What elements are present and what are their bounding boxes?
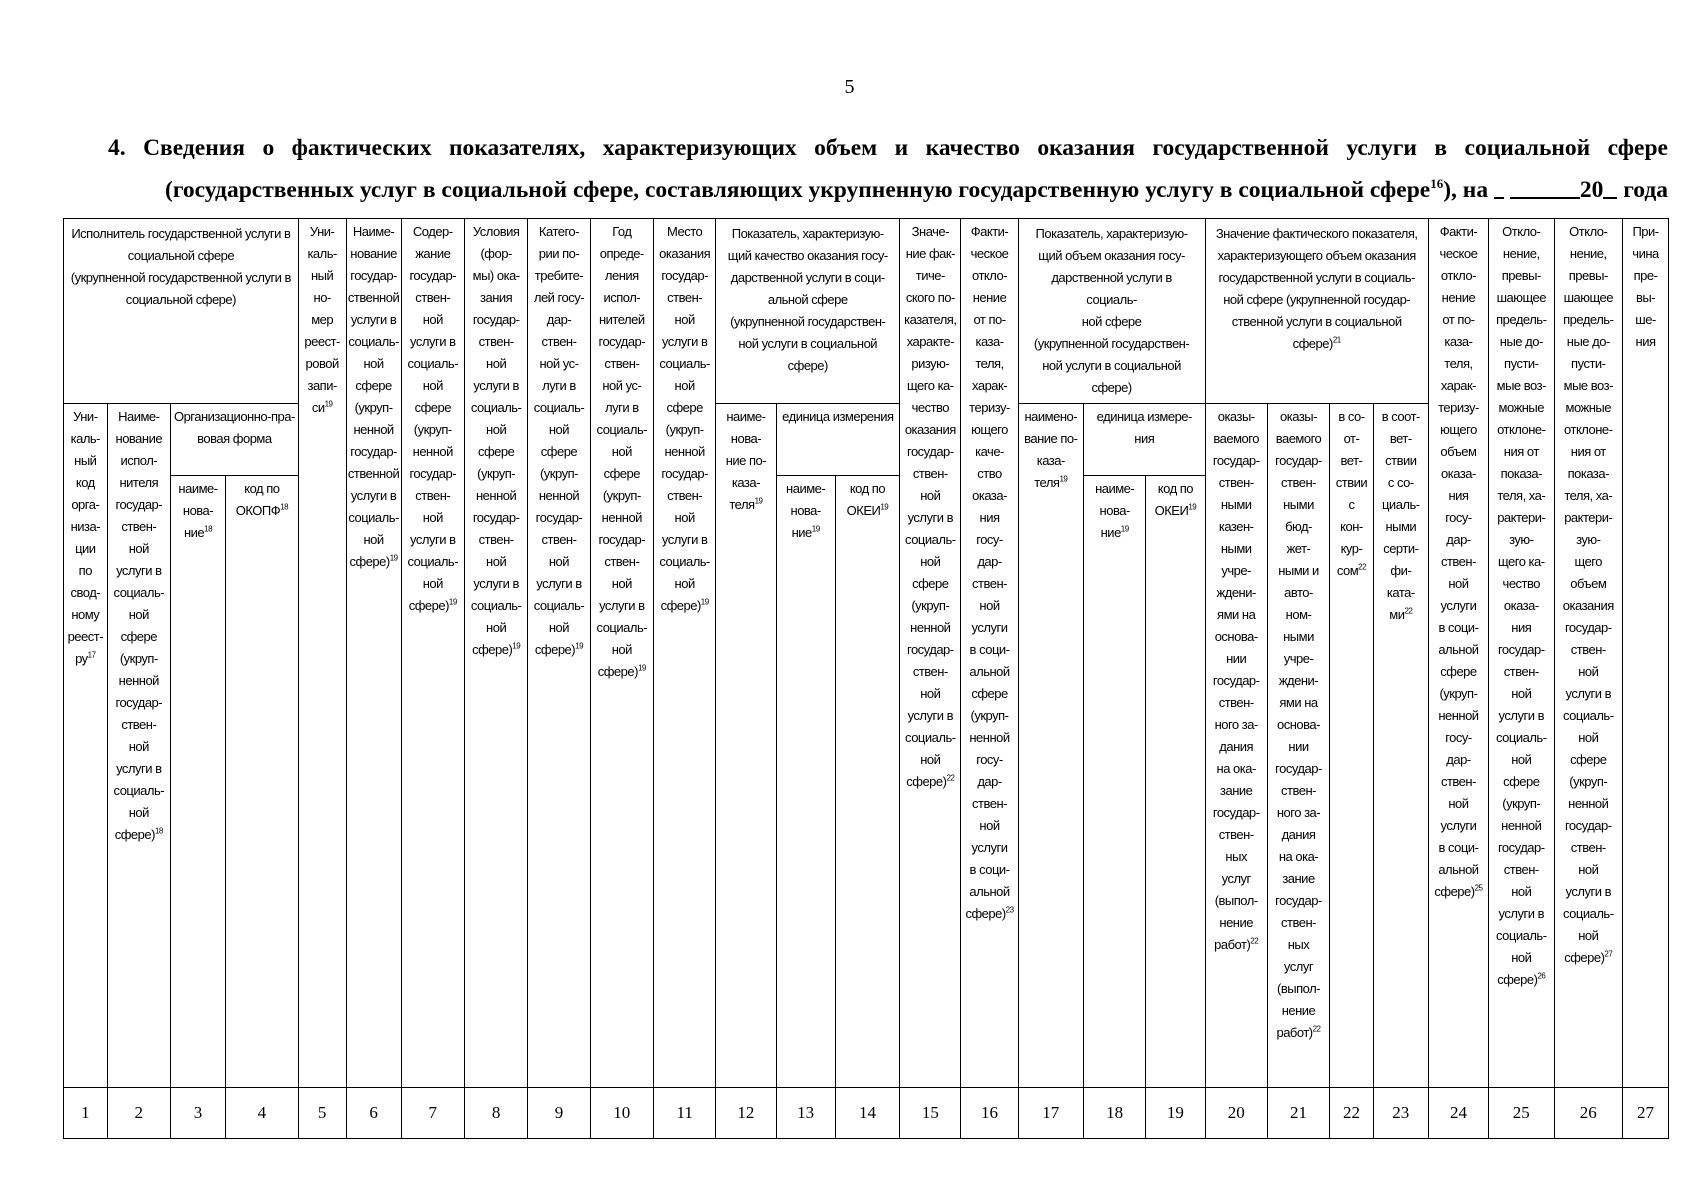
column-number: 21 [1267, 1088, 1329, 1139]
header-exceed-volume: Откло- нение, превы- шающее предель- ные до- пусти- мые воз- можные отклоне- ния от показа- теля, ха- рактери- зую- щего объем оказания государ- ствен- ной услуги в социаль- ной сфере (укруп- ненной государ- ствен- ной услуги в социаль- ной сфере)$^{27}$ [1554, 219, 1623, 1088]
column-number: 20 [1205, 1088, 1267, 1139]
header-volume-deviation: Факти- ческое откло- нение от по- каза- теля, харак- теризу- ющего объем оказа- ния госу- дар- ствен- ной услуги в соци- альной сфере (укруп- ненной госу- дар- ствен- ной услуги в соци- альной сфере)$^{25}$ [1428, 219, 1488, 1088]
title-line-1: 4. Сведения о фактических показателях, характеризующих объем и качество оказания государственной услуги в социальной сфере [108, 135, 1668, 161]
title-line-2-end: года [1623, 176, 1668, 203]
column-number: 13 [776, 1088, 835, 1139]
header-unique-org-code: Уни- каль- ный код орга- низа- ции по свод- ному реест- $ру^{17}$ [64, 404, 108, 1088]
header-service-content: Содер- жание государ- ствен- ной услуги в социаль- ной сфере (укруп- ненной государ- ствен- ной услуги в социаль- ной сфере)$^{19}$ [401, 219, 464, 1088]
column-number: 12 [716, 1088, 776, 1139]
header-volume-tender: в со- от- вет- ствии с кон- кур- сом$^{22}$ [1330, 404, 1374, 1088]
title-line-2-mid: ), на [1443, 176, 1489, 203]
header-volume-unit-name: наиме- нова- ние$^{19}$ [1084, 476, 1146, 1088]
column-number: 14 [835, 1088, 899, 1139]
header-quality-unit: единица измерения [776, 404, 900, 476]
column-number: 25 [1489, 1088, 1554, 1139]
column-number: 24 [1428, 1088, 1488, 1139]
title-year: 20 [1579, 176, 1604, 203]
title-line-2-start: (государственных услуг в социальной сфере, составляющих укрупненную государственную услугу в социальной сфере [165, 176, 1431, 203]
year-blank [1603, 179, 1617, 199]
header-quality-indicator: Показатель, характеризую- щий качество оказания госу- дарственной услуги в соци- альной сфере (укрупненной государствен- ной услуги в социальной сфере) [716, 219, 900, 404]
column-number: 17 [1018, 1088, 1083, 1139]
header-registry-number: Уни- каль- ный но- мер реест- ровой запи- $си^{19}$ [298, 219, 346, 1088]
day-blank [1494, 179, 1504, 199]
column-number: 10 [590, 1088, 653, 1139]
title-footnote-ref: 16 [1430, 176, 1444, 191]
column-number: 27 [1623, 1088, 1669, 1139]
column-number: 22 [1330, 1088, 1374, 1139]
header-exceed-reason: При- чина пре- вы- ше- ния [1623, 219, 1669, 1088]
header-service-place: Место оказания государ- ствен- ной услуги в социаль- ной сфере (укруп- ненной государ- ствен- ной услуги в социаль- ной сфере)$^{19}$ [653, 219, 715, 1088]
column-number: 6 [346, 1088, 401, 1139]
column-number: 15 [900, 1088, 961, 1139]
header-executor-name: Наиме- нование испол- нителя государ- ствен- ной услуги в социаль- ной сфере (укруп- ненной государ- ствен- ной услуги в социаль- ной сфере)$^{18}$ [107, 404, 170, 1088]
column-number: 7 [401, 1088, 464, 1139]
header-org-form-name: наиме- нова- ние$^{18}$ [170, 476, 225, 1088]
header-service-conditions: Условия (фор- мы) ока- зания государ- ствен- ной услуги в социаль- ной сфере (укруп- ненной государ- ствен- ной услуги в социаль- ной сфере)$^{19}$ [464, 219, 527, 1088]
header-volume-actual-value: Значение фактического показателя, характеризующего объем оказания государственной услуги в социаль- ной сфере (укрупненной государ- ственной услуги в социальной сфере)$^{21}$ [1205, 219, 1428, 404]
header-org-legal-form: Организационно-пра- вовая форма [170, 404, 298, 476]
section-title [108, 130, 1668, 208]
column-number: 26 [1554, 1088, 1623, 1139]
header-volume-state-treasury: оказы- ваемого государ- ствен- ными казен- ными учре- ждени- ями на основа- нии государ- ствен- ного за- дания на ока- зание государ- ствен- ных услуг (выпол- нение работ)$^{22}$ [1205, 404, 1267, 1088]
indicators-table [63, 218, 1669, 1139]
month-blank [1510, 179, 1580, 199]
column-number: 16 [961, 1088, 1018, 1139]
header-volume-unit: единица измере- ния [1084, 404, 1206, 476]
header-quality-okei-code: код по ОКЕИ$^{19}$ [835, 476, 899, 1088]
column-number-row [64, 1088, 1669, 1139]
column-number: 8 [464, 1088, 527, 1139]
column-number: 4 [226, 1088, 299, 1139]
header-consumer-categories: Катего- рии по- требите- лей госу- дар- ствен- ной ус- луги в социаль- ной сфере (укруп- ненной государ- ствен- ной услуги в социаль- ной сфере)$^{19}$ [528, 219, 590, 1088]
column-number: 2 [107, 1088, 170, 1139]
column-number: 3 [170, 1088, 225, 1139]
column-number: 23 [1373, 1088, 1428, 1139]
header-volume-social-certificates: в соот- вет- ствии с со- циаль- ными серти- фи- ката- $ми^{22}$ [1373, 404, 1428, 1088]
header-quality-unit-name: наиме- нова- ние$^{19}$ [776, 476, 835, 1088]
header-okopf-code: код по ОКОПФ$^{18}$ [226, 476, 299, 1088]
header-volume-indicator-name: наимено- вание по- каза- теля$^{19}$ [1018, 404, 1083, 1088]
column-number: 19 [1146, 1088, 1205, 1139]
header-quality-indicator-name: наиме- нова- ние по- каза- теля$^{19}$ [716, 404, 776, 1088]
title-line-2 [108, 166, 1668, 208]
header-volume-indicator: Показатель, характеризую- щий объем оказания госу- дарственной услуги в социаль- ной сфере (укрупненной государствен- ной услуги в социальной сфере) [1018, 219, 1205, 404]
header-volume-okei-code: код по ОКЕИ$^{19}$ [1146, 476, 1205, 1088]
column-number: 11 [653, 1088, 715, 1139]
header-exceed-quality: Откло- нение, превы- шающее предель- ные до- пусти- мые воз- можные отклоне- ния от показа- теля, ха- рактери- зую- щего ка- чество оказа- ния государ- ствен- ной услуги в социаль- ной сфере (укруп- ненной государ- ствен- ной услуги в социаль- ной сфере)$^{26}$ [1489, 219, 1554, 1088]
header-executor: Исполнитель государственной услуги в социальной сфере (укрупненной государственной услуги в социальной сфере) [64, 219, 299, 404]
header-service-name: Наиме- нование государ- ственной услуги в социаль- ной сфере (укруп- ненной государ- ственной услуги в социаль- ной сфере)$^{19}$ [346, 219, 401, 1088]
header-volume-budget-autonomous: оказы- ваемого государ- ствен- ными бюд- жет- ными и авто- ном- ными учре- ждени- ями на основа- нии государ- ствен- ного за- дания на ока- зание государ- ствен- ных услуг (выпол- нение работ)$^{22}$ [1267, 404, 1329, 1088]
column-number: 9 [528, 1088, 590, 1139]
header-selection-year: Год опреде- ления испол- нителей государ- ствен- ной ус- луги в социаль- ной сфере (укруп- ненной государ- ствен- ной услуги в социаль- ной сфере)$^{19}$ [590, 219, 653, 1088]
column-number: 5 [298, 1088, 346, 1139]
header-quality-deviation: Факти- ческое откло- нение от по- каза- теля, харак- теризу- ющего каче- ство оказа- ния госу- дар- ствен- ной услуги в соци- альной сфере (укруп- ненной госу- дар- ствен- ной услуги в соци- альной сфере)$^{23}$ [961, 219, 1018, 1088]
column-number: 18 [1084, 1088, 1146, 1139]
header-quality-actual-value: Значе- ние фак- тиче- ского по- казателя, характе- ризую- щего ка- чество оказания государ- ствен- ной услуги в социаль- ной сфере (укруп- ненной государ- ствен- ной услуги в социаль- ной сфере)$^{22}$ [900, 219, 961, 1088]
page-number: 5 [844, 76, 855, 98]
column-number: 1 [64, 1088, 108, 1139]
